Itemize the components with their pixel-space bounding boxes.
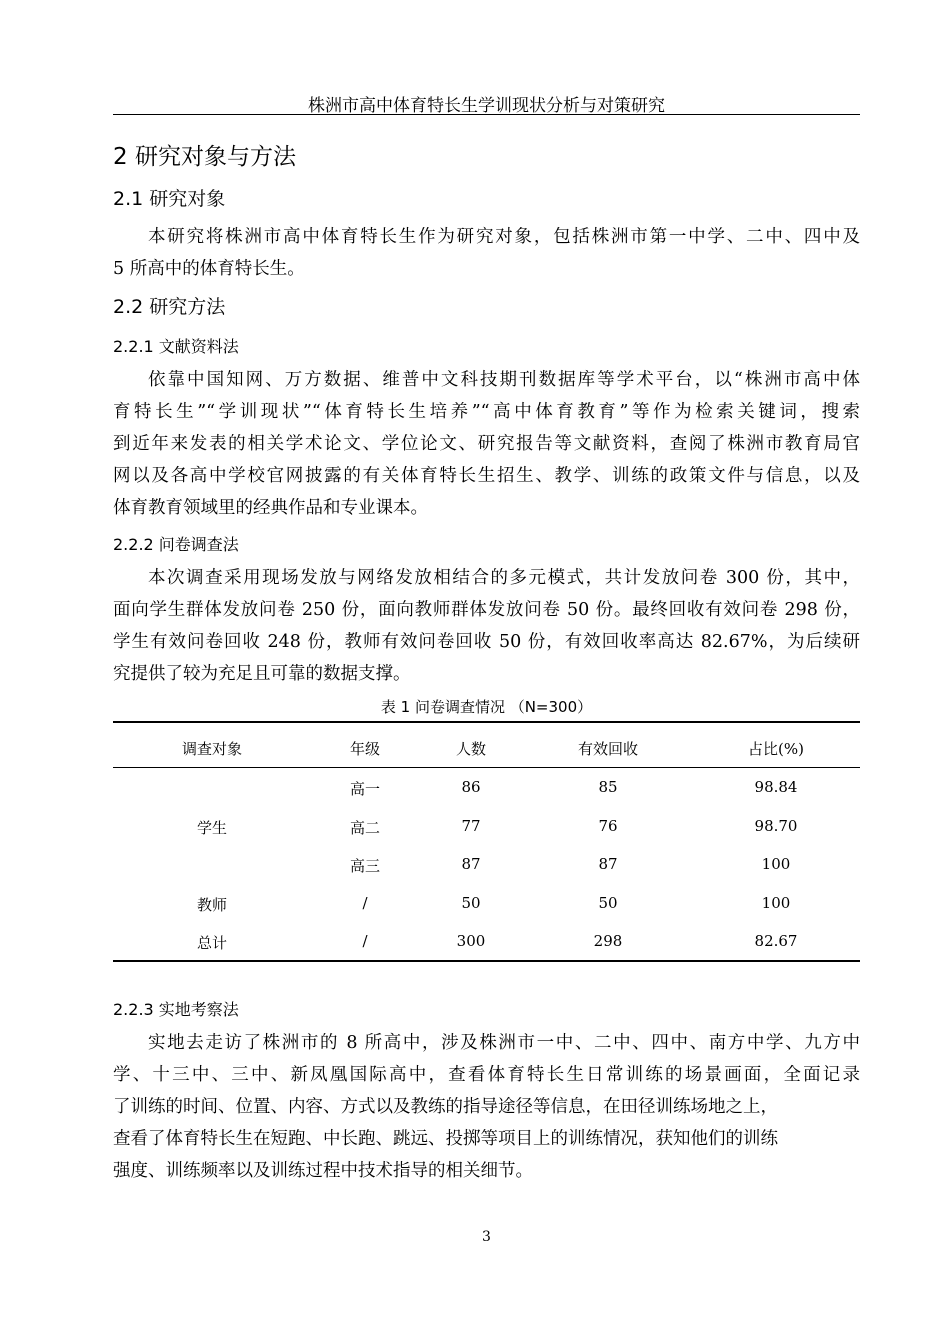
chapter-heading: 2 研究对象与方法 [113, 144, 296, 170]
table-header-cell: 年级 [349, 740, 381, 758]
text-line: 学、十三中、三中、新凤凰国际高中，查看体育特长生日常训练的场景画面，全面记录 [113, 1065, 860, 1085]
text-line: 本研究将株洲市高中体育特长生作为研究对象，包括株洲市第一中学、二中、四中及 [148, 227, 860, 247]
table-cell: 82.67 [754, 932, 798, 950]
table-cell: 98.70 [754, 817, 798, 835]
table-cell: 87 [598, 855, 618, 873]
table-header-rule [113, 767, 860, 768]
table-cell: 300 [456, 932, 486, 950]
table-cell: 50 [598, 894, 618, 912]
text-line: 5 所高中的体育特长生。 [113, 259, 305, 279]
table-cell: 100 [761, 894, 791, 912]
text-line: 了训练的时间、位置、内容、方式以及教练的指导途径等信息，在田径训练场地之上， [113, 1097, 778, 1117]
text-line: 查看了体育特长生在短跑、中长跑、跳远、投掷等项目上的训练情况，获知他们的训练 [113, 1129, 778, 1149]
table-cell: / [362, 894, 368, 912]
table-cell: 100 [761, 855, 791, 873]
section-2-1-heading: 2.1 研究对象 [113, 188, 226, 210]
table-cell: 高一 [349, 780, 381, 798]
table-cell: / [362, 932, 368, 950]
table-cell: 98.84 [754, 778, 798, 796]
section-2-2-1-paragraph [113, 364, 860, 524]
table-header-cell: 调查对象 [181, 740, 243, 758]
table-row [113, 894, 860, 914]
section-2-1-paragraph [113, 221, 860, 285]
table-cell: 总计 [196, 934, 228, 952]
text-line: 网以及各高中学校官网披露的有关体育特长生招生、教学、训练的政策文件与信息，以及 [113, 466, 860, 486]
section-2-2-3-paragraph [113, 1027, 860, 1187]
table-row [113, 932, 860, 952]
text-line: 强度、训练频率以及训练过程中技术指导的相关细节。 [113, 1161, 533, 1181]
text-line: 依靠中国知网、万方数据、维普中文科技期刊数据库等学术平台，以“株洲市高中体 [148, 370, 860, 390]
table-caption: 表 1 问卷调查情况 （N=300） [380, 698, 593, 716]
table-cell: 教师 [196, 896, 228, 914]
section-2-2-heading: 2.2 研究方法 [113, 296, 226, 318]
running-header: 株洲市高中体育特长生学训现状分析与对策研究 [308, 96, 665, 116]
text-line: 面向学生群体发放问卷 250 份，面向教师群体发放问卷 50 份。最终回收有效问卷 298 份， [113, 600, 860, 620]
table-bottom-rule [113, 960, 860, 962]
text-line: 到近年来发表的相关学术论文、学位论文、研究报告等文献资料，查阅了株洲市教育局官 [113, 434, 860, 454]
page-number: 3 [482, 1229, 491, 1245]
table-cell: 高三 [349, 857, 381, 875]
table-row [113, 778, 860, 798]
section-2-2-1-heading: 2.2.1 文献资料法 [113, 337, 239, 356]
table-cell: 298 [593, 932, 623, 950]
table-header-cell: 有效回收 [577, 740, 639, 758]
table-cell: 86 [461, 778, 481, 796]
table-top-rule [113, 721, 860, 723]
text-line: 学生有效问卷回收 248 份，教师有效问卷回收 50 份，有效回收率高达 82.67%，为后续研 [113, 632, 860, 652]
header-rule [113, 114, 860, 115]
table-cell: 87 [461, 855, 481, 873]
table-cell: 77 [461, 817, 481, 835]
table-cell: 85 [598, 778, 618, 796]
section-2-2-3-heading: 2.2.3 实地考察法 [113, 1000, 239, 1019]
text-line: 究提供了较为充足且可靠的数据支撑。 [113, 664, 411, 684]
text-line: 本次调查采用现场发放与网络发放相结合的多元模式，共计发放问卷 300 份，其中， [148, 568, 860, 588]
table-row [113, 855, 860, 875]
section-2-2-2-paragraph [113, 562, 860, 690]
text-line: 育特长生”“学训现状”“体育特长生培养”“高中体育教育”等作为检索关键词，搜索 [113, 402, 860, 422]
table-header-cell: 人数 [455, 740, 487, 758]
section-2-2-2-heading: 2.2.2 问卷调查法 [113, 535, 239, 554]
table-cell: 76 [598, 817, 618, 835]
table-cell: 高二 [349, 819, 381, 837]
text-line: 实地去走访了株洲市的 8 所高中，涉及株洲市一中、二中、四中、南方中学、九方中 [148, 1033, 860, 1053]
table-header-row [113, 738, 860, 758]
table-cell: 学生 [196, 819, 228, 837]
table-header-cell: 占比(%) [748, 740, 804, 758]
table-row [113, 817, 860, 837]
table-cell: 50 [461, 894, 481, 912]
text-line: 体育教育领域里的经典作品和专业课本。 [113, 498, 428, 518]
